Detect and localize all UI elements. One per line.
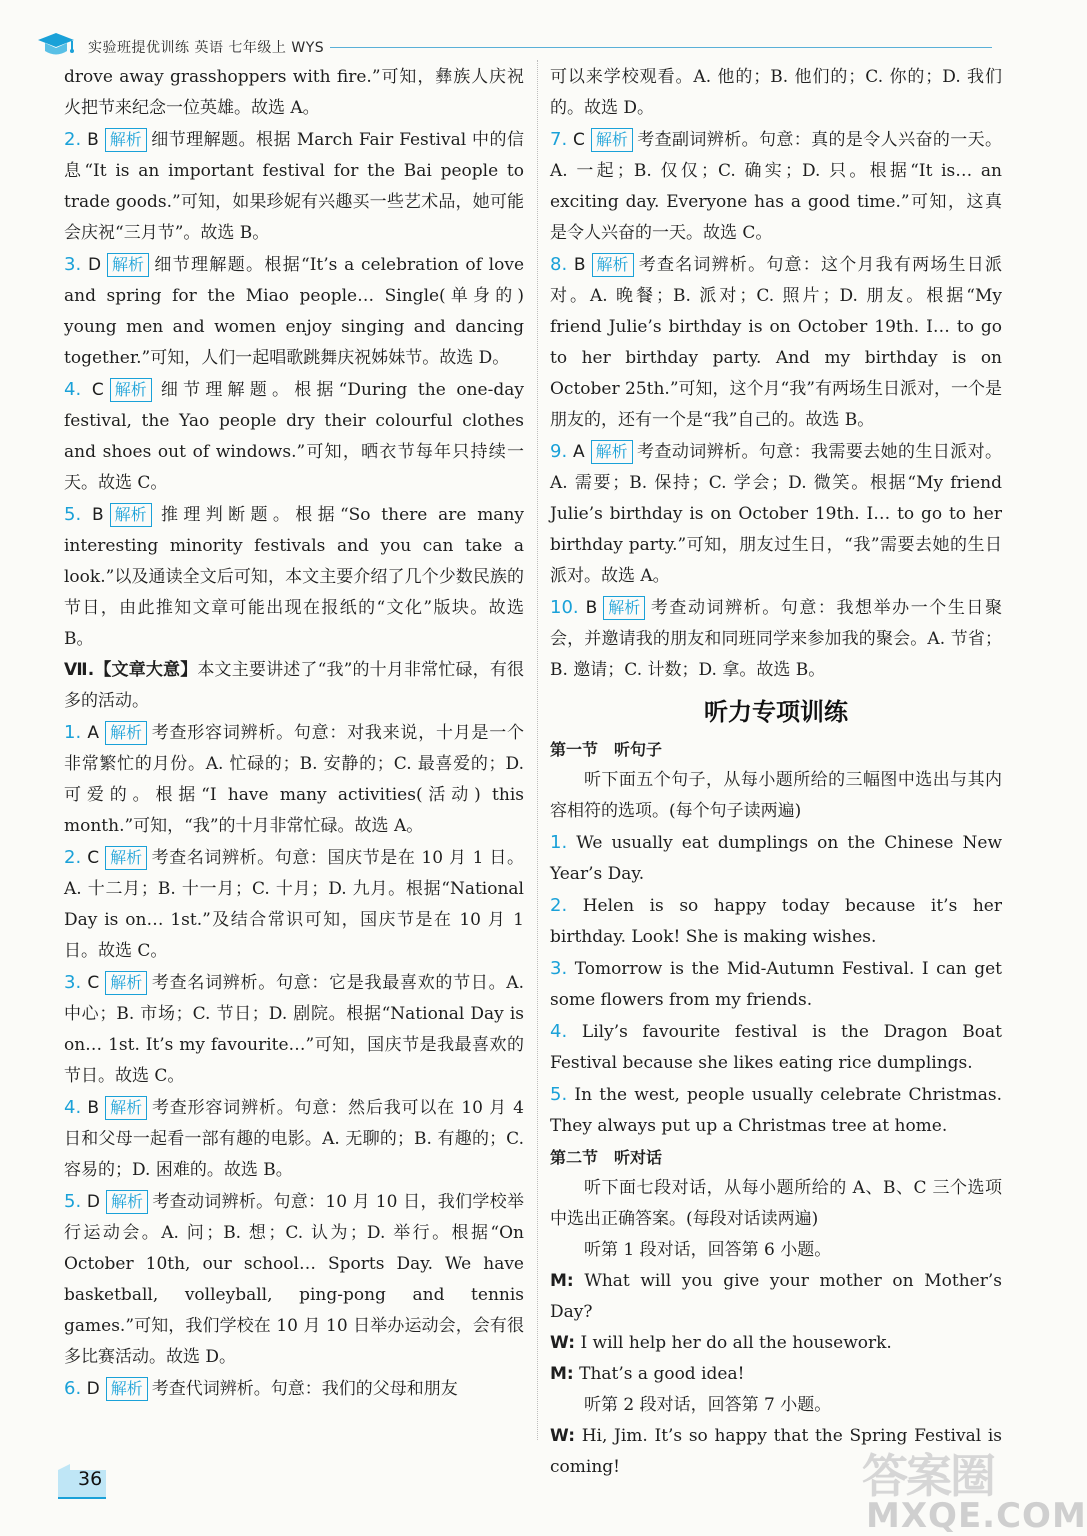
analysis-text: 考查名词辨析。句意：它是我最喜欢的节日。A. 中心；B. 市场；C. 节日；D. 剧院。根据“National Day is on… 1st. It’s my favourite…”可知，国庆节是我最喜欢的节日。故选 C。 bbox=[64, 973, 524, 1086]
answer-item bbox=[550, 124, 1002, 249]
summary-label: Ⅶ.【文章大意】 bbox=[64, 660, 198, 680]
sentence-text: We usually eat dumplings on the Chinese New Year’s Day. bbox=[550, 833, 1002, 884]
answer-item bbox=[64, 249, 524, 374]
analysis-tag: 解析 bbox=[106, 1377, 148, 1401]
analysis-text: 考查代词辨析。句意：我们的父母和朋友 bbox=[151, 1379, 458, 1399]
listening-sentence bbox=[550, 1016, 1002, 1079]
right-column bbox=[550, 62, 1002, 1483]
analysis-tag: 解析 bbox=[603, 596, 645, 620]
item-number: 5. bbox=[550, 1084, 568, 1105]
dialog-line bbox=[550, 1328, 1002, 1359]
answer-item bbox=[550, 436, 1002, 592]
analysis-tag: 解析 bbox=[105, 128, 147, 152]
answer-letter: D bbox=[87, 255, 102, 275]
item-number: 4. bbox=[550, 1021, 568, 1042]
analysis-tag: 解析 bbox=[105, 1096, 147, 1120]
sentence-text: In the west, people usually celebrate Christmas. They always put up a Christmas tree at home. bbox=[550, 1085, 1002, 1136]
answer-item bbox=[64, 842, 524, 967]
analysis-tag: 解析 bbox=[591, 128, 633, 152]
speaker-label: M: bbox=[550, 1364, 574, 1384]
item-number: 2. bbox=[64, 129, 82, 150]
analysis-tag: 解析 bbox=[105, 846, 147, 870]
sentence-text: Tomorrow is the Mid-Autumn Festival. I can get some flowers from my friends. bbox=[550, 959, 1003, 1010]
item-number: 8. bbox=[550, 254, 568, 275]
dialog-line bbox=[550, 1359, 1002, 1390]
analysis-text: 考查动词辨析。句意：我需要去她的生日派对。A. 需要；B. 保持；C. 学会；D. 微笑。根据“My friend Julie’s birthday is on October 19th. I… to go to her birthday party.”可知，朋友过生日，“我”需要去她的生日派对。故选 A。 bbox=[550, 442, 1003, 586]
analysis-text: 考查副词辨析。句意：真的是令人兴奋的一天。A. 一起；B. 仅仅；C. 确实；D. 只。根据“It is… an exciting day. Everyone has a good time.”可知，这真是令人兴奋的一天。故选 C。 bbox=[550, 130, 1003, 243]
dialog-text: What will you give your mother on Mother’s Day? bbox=[550, 1271, 1002, 1322]
answer-item bbox=[64, 967, 524, 1092]
analysis-text: 考查形容词辨析。句意：对我来说，十月是一个非常繁忙的月份。A. 忙碌的；B. 安静的；C. 最喜爱的；D. 可爱的。根据“I have many activities(活动) this month.”可知，“我”的十月非常忙碌。故选 A。 bbox=[64, 723, 525, 836]
analysis-tag: 解析 bbox=[106, 1190, 148, 1214]
item-number: 4. bbox=[64, 1097, 82, 1118]
analysis-tag: 解析 bbox=[591, 440, 633, 464]
item-number: 7. bbox=[550, 129, 568, 150]
answer-letter: C bbox=[572, 130, 585, 150]
answer-item bbox=[550, 592, 1002, 686]
item-number: 2. bbox=[64, 847, 82, 868]
item-number: 1. bbox=[550, 832, 568, 853]
answer-item bbox=[64, 499, 524, 655]
analysis-tag: 解析 bbox=[107, 253, 149, 277]
analysis-text: 细节理解题。根据“During the one-day festival, the Yao people dry their colourful clothes and shoes out of windows.”可知，晒衣节每年只持续一天。故选 C。 bbox=[64, 380, 524, 493]
analysis-tag: 解析 bbox=[110, 378, 152, 402]
analysis-text: 考查动词辨析。句意：10 月 10 日，我们学校举行运动会。A. 问；B. 想；C. 认为；D. 举行。根据“On October 10th, our school… Sports Day. We have basketball, volleyball, ping-pong and tennis games.”可知，我们学校在 10 月 10 日举办运动会，会有很多比赛活动。故选 D。 bbox=[64, 1192, 524, 1367]
column-divider bbox=[537, 60, 538, 1440]
dialog-text: That’s a good idea! bbox=[579, 1364, 745, 1384]
answer-item bbox=[64, 717, 524, 842]
item-number: 3. bbox=[550, 958, 568, 979]
item-number: 5. bbox=[64, 1191, 82, 1212]
listening-sentence bbox=[550, 953, 1002, 1016]
dialog-line bbox=[550, 1266, 1002, 1328]
answer-item bbox=[64, 124, 524, 249]
item-number: 5. bbox=[64, 504, 82, 525]
answer-item bbox=[64, 1092, 524, 1186]
header-rule bbox=[330, 47, 992, 48]
dialog2-intro: 听第 2 段对话，回答第 7 小题。 bbox=[584, 1395, 832, 1415]
analysis-text: 细节理解题。根据 March Fair Festival 中的信息“It is an important festival for the Bai people to trade goods.”可知，如果珍妮有兴趣买一些艺术品，她可能会庆祝“三月节”。故选 B。 bbox=[64, 130, 524, 243]
listening-sentence bbox=[550, 890, 1002, 953]
item-number: 9. bbox=[550, 441, 568, 462]
analysis-tag: 解析 bbox=[592, 253, 634, 277]
watermark-logo: 答案圈 bbox=[862, 1449, 994, 1503]
sentence-text: Helen is so happy today because it’s her birthday. Look! She is making wishes. bbox=[550, 896, 1002, 947]
page-header bbox=[0, 0, 1033, 62]
analysis-text: 推理判断题。根据“So there are many interesting minority festivals and you can take a look.”以及通读全文后可知，本文主要介绍了几个少数民族的节日，由此推知文章可能出现在报纸的“文化”版块。故选 B。 bbox=[64, 505, 524, 649]
analysis-tag: 解析 bbox=[105, 971, 147, 995]
analysis-text: 考查动词辨析。句意：我想举办一个生日聚会，并邀请我的朋友和同班同学来参加我的聚会。A. 节省；B. 邀请；C. 计数；D. 拿。故选 B。 bbox=[550, 598, 1002, 680]
answer-item bbox=[64, 1373, 524, 1405]
dialog-text: Hi, Jim. It’s so happy that the Spring Festival is coming! bbox=[550, 1426, 1002, 1477]
listening-sentence bbox=[550, 827, 1002, 890]
answer-letter: A bbox=[573, 442, 585, 462]
page-number: 36 bbox=[78, 1468, 103, 1490]
listening-sentence bbox=[550, 1079, 1002, 1142]
graduation-cap-icon bbox=[34, 30, 78, 60]
book-title: 实验班提优训练 英语 七年级上 WYS bbox=[88, 40, 325, 56]
item-number: 10. bbox=[550, 597, 579, 618]
part1-instructions: 听下面五个句子，从每小题所给的三幅图中选出与其内容相符的选项。(每个句子读两遍) bbox=[550, 770, 1002, 821]
answer-letter: C bbox=[91, 380, 104, 400]
answer-letter: B bbox=[585, 598, 598, 618]
item-number: 1. bbox=[64, 722, 82, 743]
answer-item bbox=[64, 374, 524, 499]
item-number: 3. bbox=[64, 972, 82, 993]
watermark-url: MXQE.COM bbox=[866, 1496, 1087, 1536]
answer-letter: B bbox=[87, 130, 99, 150]
analysis-tag: 解析 bbox=[105, 721, 147, 745]
part2-instructions: 听下面七段对话，从每小题所给的 A、B、C 三个选项中选出正确答案。(每段对话读两遍) bbox=[550, 1178, 1002, 1229]
sentence-text: Lily’s favourite festival is the Dragon Boat Festival because she likes eating rice dumplings. bbox=[550, 1022, 1003, 1073]
left-column bbox=[64, 62, 524, 1405]
analysis-text: 细节理解题。根据“It’s a celebration of love and spring for the Miao people… Single(单身的) young men and women enjoy singing and dancing together.”可知，人们一起唱歌跳舞庆祝姊妹节。故选 D。 bbox=[64, 255, 525, 368]
item-number: 4. bbox=[64, 379, 82, 400]
dialog-text: I will help her do all the housework. bbox=[580, 1333, 892, 1353]
answer-letter: C bbox=[87, 973, 100, 993]
speaker-label: W: bbox=[550, 1333, 576, 1353]
dialog1-intro: 听第 1 段对话，回答第 6 小题。 bbox=[584, 1240, 832, 1260]
analysis-text: 考查名词辨析。句意：这个月我有两场生日派对。A. 晚餐；B. 派对；C. 照片；D. 朋友。根据“My friend Julie’s birthday is on October 19th. I… to go to her birthday party. And my birthday is on October 25th.”可知，这个月“我”有两场生日派对，一个是朋友的，还有一个是“我”自己的。故选 B。 bbox=[550, 255, 1003, 430]
answer-item bbox=[64, 1186, 524, 1373]
answer-item bbox=[550, 249, 1002, 436]
answer-letter: A bbox=[87, 723, 99, 743]
answer-letter: C bbox=[87, 848, 100, 868]
part1-title: 第一节 听句子 bbox=[550, 740, 663, 759]
item-number: 2. bbox=[550, 895, 568, 916]
analysis-text: 考查名词辨析。句意：国庆节是在 10 月 1 日。A. 十二月；B. 十一月；C. 十月；D. 九月。根据“National Day is on… 1st.”及结合常识可知，国庆节是在 10 月 1 日。故选 C。 bbox=[64, 848, 525, 961]
item-number: 3. bbox=[64, 254, 82, 275]
answer-letter: B bbox=[573, 255, 586, 275]
section-title: 听力专项训练 bbox=[704, 698, 848, 726]
analysis-text: 考查形容词辨析。句意：然后我可以在 10 月 4 日和父母一起看一部有趣的电影。A. 无聊的；B. 有趣的；C. 容易的；D. 困难的。故选 B。 bbox=[64, 1098, 524, 1180]
part2-title: 第二节 听对话 bbox=[550, 1148, 663, 1167]
item-number: 6. bbox=[64, 1378, 82, 1399]
answer-letter: B bbox=[91, 505, 104, 525]
analysis-tag: 解析 bbox=[110, 503, 152, 527]
continuation-text: 可以来学校观看。A. 他的；B. 他们的；C. 你的；D. 我们的。故选 D。 bbox=[550, 67, 1002, 118]
answer-letter: D bbox=[86, 1192, 100, 1212]
summary-text: 本文主要讲述了“我”的十月非常忙碌，有很多的活动。 bbox=[64, 660, 525, 711]
answer-letter: B bbox=[87, 1098, 100, 1118]
speaker-label: W: bbox=[550, 1426, 576, 1446]
speaker-label: M: bbox=[550, 1271, 574, 1291]
answer-letter: D bbox=[86, 1379, 100, 1399]
summary-paragraph bbox=[64, 655, 524, 717]
continuation-text: drove away grasshoppers with fire.”可知，彝族人庆祝火把节来纪念一位英雄。故选 A。 bbox=[64, 67, 524, 118]
